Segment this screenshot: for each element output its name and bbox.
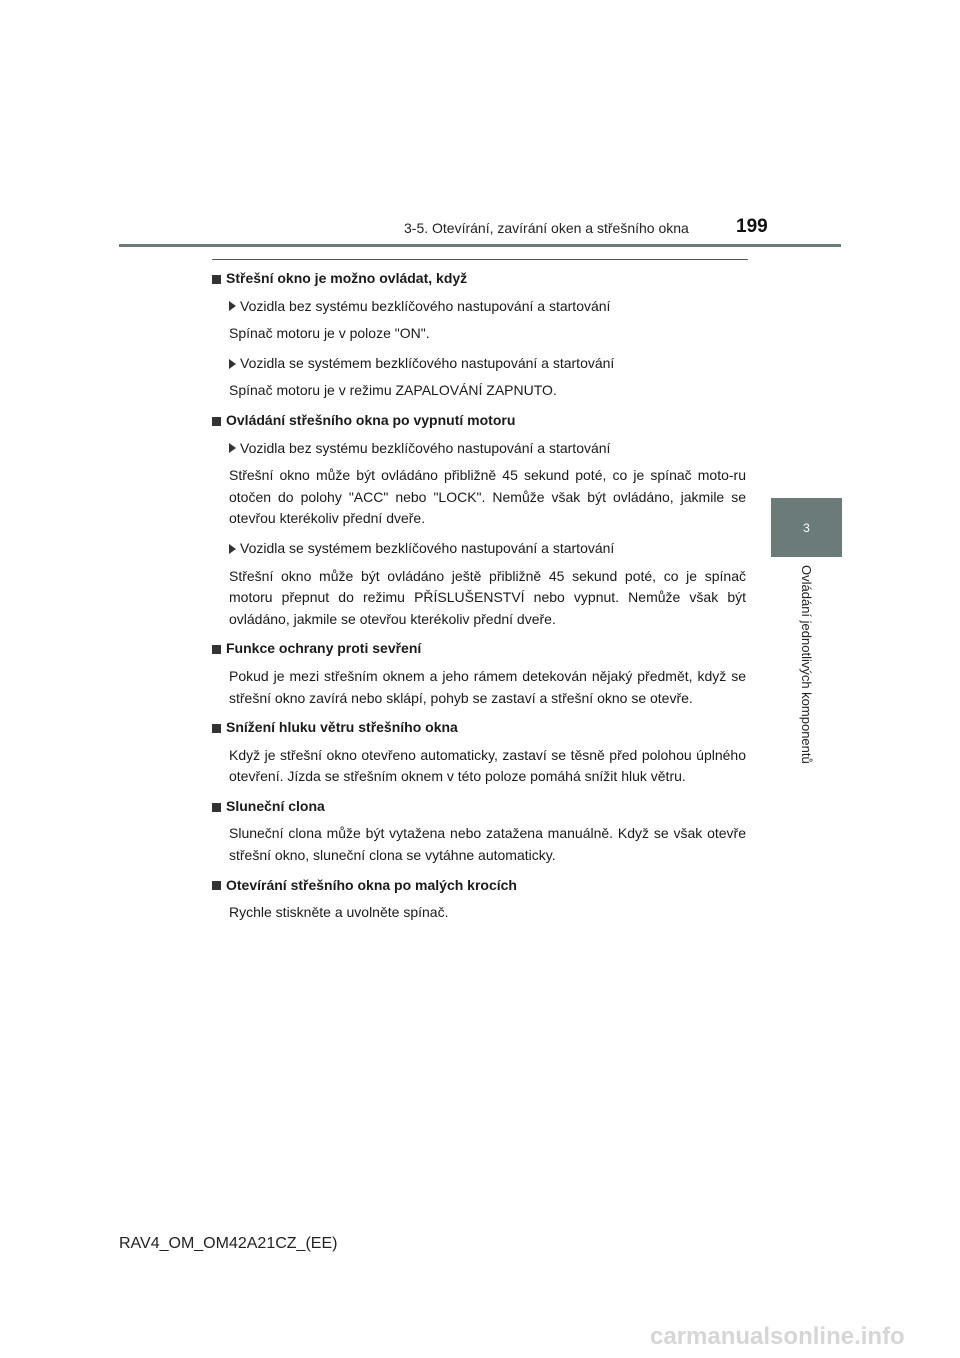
section-heading-text: Střešní okno je možno ovládat, když xyxy=(226,270,468,286)
triangle-bullet-icon xyxy=(229,359,236,369)
square-bullet-icon xyxy=(212,417,221,426)
subheading xyxy=(229,353,746,375)
subheading xyxy=(229,438,746,460)
paragraph: Spínač motoru je v poloze "ON". xyxy=(229,325,430,342)
header-divider xyxy=(119,244,841,247)
triangle-bullet-icon xyxy=(229,301,236,311)
square-bullet-icon xyxy=(212,275,221,284)
triangle-bullet-icon xyxy=(229,443,236,453)
chapter-number: 3 xyxy=(803,520,810,535)
section-heading-text: Sluneční clona xyxy=(226,797,325,814)
watermark: carmanualsonline.info xyxy=(650,1323,905,1350)
square-bullet-icon xyxy=(212,881,221,890)
section-header-title: 3-5. Otevírání, zavírání oken a střešního okna xyxy=(404,220,689,236)
subheading-text: Vozidla bez systému bezklíčového nastupování a startování xyxy=(240,297,611,314)
section-heading xyxy=(212,875,746,897)
section-heading-text: Funkce ochrany proti sevření xyxy=(226,640,422,657)
section-heading xyxy=(212,268,746,290)
subheading-text: Vozidla se systémem bezklíčového nastupování a startování xyxy=(240,354,615,371)
paragraph: Sluneční clona může být vytažena nebo zatažena manuálně. Když se však otevře střešní okno, sluneční clona se vytáhne automaticky. xyxy=(229,825,746,864)
page-number: 199 xyxy=(736,216,768,237)
paragraph: Pokud je mezi střešním oknem a jeho rámem detekován nějaký předmět, když se střešní okno zavírá nebo sklápí, pohyb se zastaví a střešní okno se otevře. xyxy=(229,667,746,706)
square-bullet-icon xyxy=(212,724,221,733)
section-jam-protection xyxy=(212,638,746,709)
paragraph: Když je střešní okno otevřeno automaticky, zastaví se těsně před polohou úplného otevření. Jízda se střešním oknem v této poloze pomáhá snížit hluk větru. xyxy=(229,746,746,785)
section-wind-noise xyxy=(212,717,746,788)
triangle-bullet-icon xyxy=(229,544,236,554)
subheading-text: Vozidla se systémem bezklíčového nastupování a startování xyxy=(240,539,615,556)
section-heading-text: Ovládání střešního okna po vypnutí motoru xyxy=(226,411,516,428)
section-heading-text: Snížení hluku větru střešního okna xyxy=(226,719,458,736)
section-step-opening xyxy=(212,875,746,924)
subheading-text: Vozidla bez systému bezklíčového nastupování a startování xyxy=(240,439,611,456)
section-heading-text: Otevírání střešního okna po malých krocích xyxy=(226,876,517,893)
paragraph: Rychle stiskněte a uvolněte spínač. xyxy=(229,904,449,921)
section-sunroof-conditions xyxy=(212,268,746,402)
document-code: RAV4_OM_OM42A21CZ_(EE) xyxy=(119,1235,338,1252)
section-heading xyxy=(212,410,746,432)
chapter-tab xyxy=(771,498,842,557)
paragraph: Střešní okno může být ovládáno přibližně 45 sekund poté, co je spínač moto-ru otočen do polohy "ACC" nebo "LOCK". Nemůže však být ovládáno, jakmile se otevřou kterékoliv přední dveře. xyxy=(229,467,746,527)
section-heading xyxy=(212,796,746,818)
section-heading xyxy=(212,638,746,660)
paragraph: Střešní okno může být ovládáno ještě přibližně 45 sekund poté, co je spínač motoru přepnut do režimu PŘÍSLUŠENSTVÍ nebo vypnut. Nemůže však být ovládáno, jakmile se otevřou kterékoliv přední dveře. xyxy=(229,567,746,627)
content-divider xyxy=(212,259,748,260)
subheading xyxy=(229,538,746,560)
page-content xyxy=(212,268,746,932)
subheading xyxy=(229,296,746,318)
chapter-label: Ovládání jednotlivých komponentů xyxy=(799,565,814,764)
square-bullet-icon xyxy=(212,645,221,654)
section-heading xyxy=(212,717,746,739)
section-sunshade xyxy=(212,796,746,867)
square-bullet-icon xyxy=(212,803,221,812)
paragraph: Spínač motoru je v režimu ZAPALOVÁNÍ ZAPNUTO. xyxy=(229,382,557,399)
section-after-engine-off xyxy=(212,410,746,630)
